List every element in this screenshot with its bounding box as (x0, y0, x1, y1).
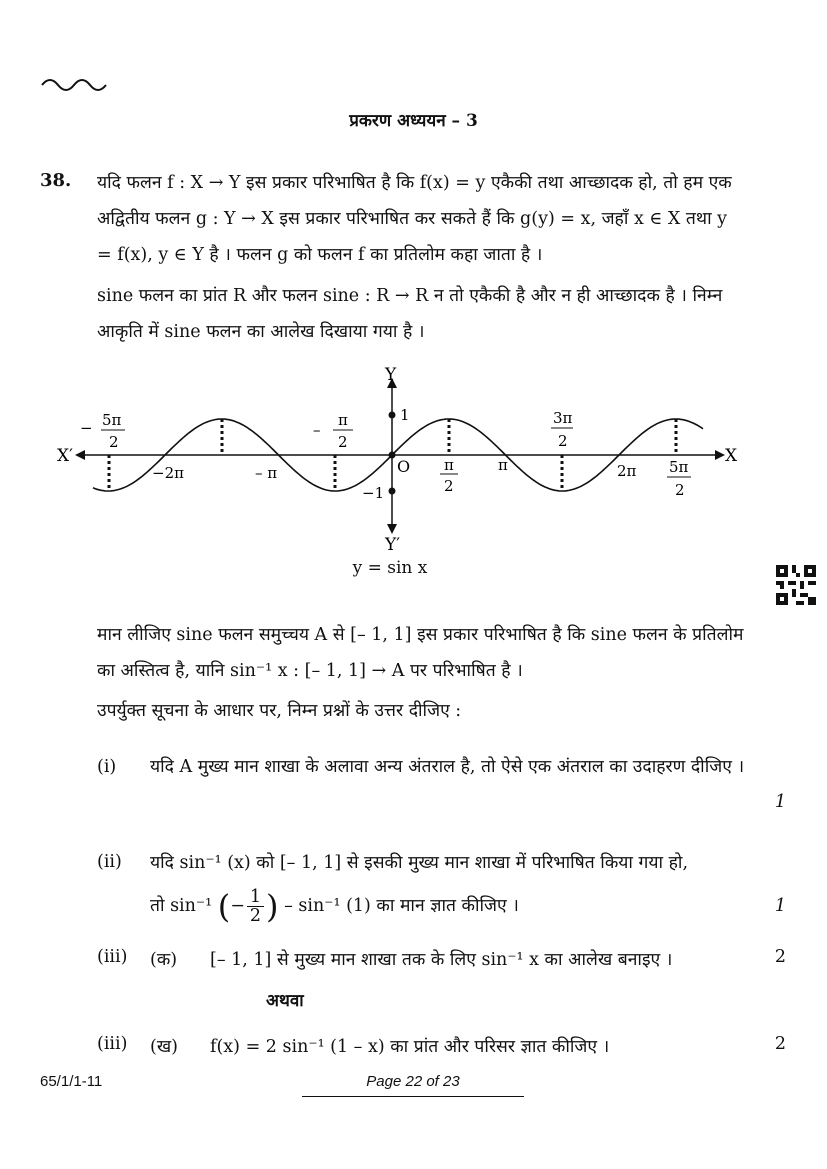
point-1 (389, 412, 396, 419)
fraction-numerator: 1 (247, 888, 264, 907)
label-neg-5pi-2-num: 5π (102, 411, 122, 429)
part-iii-a-text: [– 1, 1] से मुख्य मान शाखा तक के लिए sin⁻¹ x का आलेख बनाइए । (210, 950, 673, 970)
label-neg-pi-2-den: 2 (338, 433, 348, 451)
qr-code-icon (776, 565, 816, 605)
part-i-marks: 1 (774, 792, 786, 812)
label-pi: π (498, 456, 508, 474)
graph-caption: y = sin x (352, 558, 428, 578)
assume-paragraph: मान लीजिए sine फलन समुच्चय A से [– 1, 1] इस प्रकार परिभाषित है कि sine फलन के प्रतिलोम का अस्तित्व है, यानि sin⁻¹ x : [– 1, 1] → A पर परिभाषित है । (97, 625, 744, 681)
point-neg-1 (389, 488, 396, 495)
wavy-mark-icon (40, 72, 110, 94)
section-title: प्रकरण अध्ययन – 3 (349, 111, 478, 131)
instruction-text: उपर्युक्त सूचना के आधार पर, निम्न प्रश्नों के उत्तर दीजिए : (97, 701, 462, 721)
page-number: Page 22 of 23 (302, 1073, 524, 1097)
sine-paragraph: sine फलन का प्रांत R और फलन sine : R → R न तो एकैकी है और न ही आच्छादक है । निम्न आकृति में sine फलन का आलेख दिखाया गया है । (97, 286, 723, 342)
label-y-neg-1: −1 (362, 484, 385, 502)
part-iii-b-number: (iii) (97, 1034, 128, 1054)
label-neg-2pi: −2π (152, 464, 184, 482)
label-5pi-2-den: 2 (675, 481, 685, 499)
y-axis-arrow-bottom (387, 524, 397, 534)
part-ii-post: – sin⁻¹ (1) का मान ज्ञात कीजिए । (284, 896, 519, 916)
part-ii-number: (ii) (97, 852, 122, 872)
question-number: 38. (40, 170, 72, 191)
label-neg-5pi-2-sign: − (80, 419, 93, 437)
label-2pi: 2π (617, 462, 637, 480)
part-iii-b-marks: 2 (774, 1034, 786, 1054)
part-ii-pre: तो sin⁻¹ (150, 896, 213, 916)
label-neg-pi: – π (255, 464, 278, 482)
label-neg-pi-2-num: π (338, 411, 348, 429)
part-ii-line1: यदि sin⁻¹ (x) को [– 1, 1] से इसकी मुख्य मान शाखा में परिभाषित किया गया हो, (150, 853, 689, 873)
label-origin: O (397, 457, 411, 476)
part-ii-line2: तो sin⁻¹ (− $\frac{1}{2}$ ) – sin⁻¹ (1) का मान ज्ञात कीजिए । (150, 887, 519, 926)
fraction-denominator: 2 (249, 906, 262, 926)
label-3pi-2-den: 2 (558, 432, 568, 450)
intro-paragraph: यदि फलन f : X → Y इस प्रकार परिभाषित है कि f(x) = y एकैकी तथा आच्छादक हो, तो हम एक अद्वितीय फलन g : Y → X इस प्रकार परिभाषित कर सकते हैं कि g(y) = x, जहाँ x ∈ X तथा y = f(x), y ∈ Y है । फलन g को फलन f का प्रतिलोम कहा जाता है । (97, 173, 732, 265)
label-3pi-2-num: 3π (553, 409, 573, 427)
x-axis-arrow-right (715, 450, 725, 460)
point-origin (389, 452, 396, 459)
paper-code: 65/1/1-11 (40, 1073, 103, 1090)
part-ii-marks: 1 (774, 896, 786, 916)
part-iii-a-marks: 2 (774, 947, 786, 967)
part-iii-b-sub: (ख) (150, 1037, 178, 1057)
or-label: अथवा (266, 991, 304, 1011)
label-y-bottom: Y′ (385, 535, 401, 555)
label-y-top: Y (385, 365, 397, 385)
part-iii-b-text: f(x) = 2 sin⁻¹ (1 – x) का प्रांत और परिसर ज्ञात कीजिए । (210, 1037, 610, 1057)
label-5pi-2-num: 5π (669, 458, 689, 476)
fraction (247, 888, 264, 925)
sine-graph (55, 358, 755, 588)
label-x-left: X′ (57, 446, 73, 466)
part-i-text: यदि A मुख्य मान शाखा के अलावा अन्य अंतराल है, तो ऐसे एक अंतराल का उदाहरण दीजिए । (150, 757, 745, 777)
label-neg-pi-2-sign: – (313, 421, 321, 439)
part-ii-frac-sign: − (230, 896, 245, 916)
part-iii-a-sub: (क) (150, 950, 178, 970)
label-x-right: X (725, 446, 738, 466)
part-iii-a-number: (iii) (97, 947, 128, 967)
label-pi-2-num: π (444, 456, 454, 474)
label-y-1: 1 (400, 406, 410, 424)
x-axis-arrow-left (75, 450, 85, 460)
label-neg-5pi-2-den: 2 (109, 433, 119, 451)
label-pi-2-den: 2 (444, 477, 454, 495)
part-i-number: (i) (97, 757, 117, 777)
